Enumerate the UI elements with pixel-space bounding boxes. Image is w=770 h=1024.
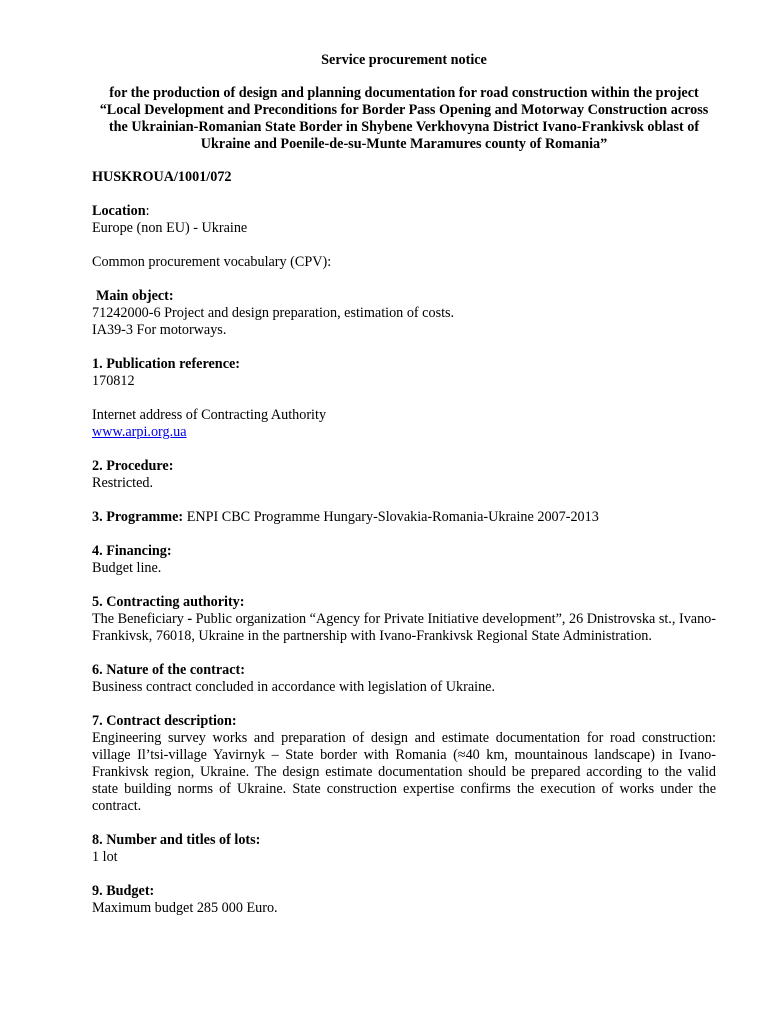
publication-value: 170812 bbox=[92, 373, 135, 389]
contracting-authority-text bbox=[92, 611, 716, 645]
contracting-authority-section bbox=[92, 594, 716, 645]
lots-value: 1 lot bbox=[92, 849, 118, 865]
location-section bbox=[92, 203, 716, 237]
programme-value: ENPI CBC Programme Hungary-Slovakia-Romania-Ukraine 2007-2013 bbox=[183, 509, 599, 525]
description-section bbox=[92, 713, 716, 815]
notice-subtitle bbox=[92, 85, 716, 153]
main-object-section bbox=[92, 288, 716, 339]
contracting-authority-label: 5. Contracting authority: bbox=[92, 594, 245, 610]
description-value: Engineering survey works and preparation of design and estimate documentation for road construction: village Il’tsi-village Yavirnyk – State border with Romania (≈40 km, mountainous landscape) in Ivano-Frankivsk region, Ukraine. The design estimate documentation should be prepared according to the valid state building norms of Ukraine. State construction expertise confirms the execution of works under the contract. bbox=[92, 730, 716, 814]
main-object-label: Main object: bbox=[96, 288, 174, 304]
contracting-authority-value: Public organization “Agency for Private Initiative development”, 26 Dnistrovska st., Ivano-Frankivsk, 76018, Ukraine in the partnership with Ivano-Frankivsk Regional State Administration. bbox=[92, 611, 716, 644]
lots-section bbox=[92, 832, 716, 866]
internet-section bbox=[92, 407, 716, 441]
subtitle-line-1: for the production of design and planning documentation for road construction within the project bbox=[109, 85, 699, 101]
programme-section bbox=[92, 509, 716, 526]
procedure-section bbox=[92, 458, 716, 492]
page-title: Service procurement notice bbox=[321, 52, 487, 68]
financing-section bbox=[92, 543, 716, 577]
procedure-label: 2. Procedure: bbox=[92, 458, 174, 474]
internet-label: Internet address of Contracting Authority bbox=[92, 407, 327, 423]
contracting-authority-link[interactable]: www.arpi.org.ua bbox=[92, 424, 187, 440]
cpv-label: Common procurement vocabulary (CPV): bbox=[92, 254, 332, 270]
reference-code: HUSKROUA/1001/072 bbox=[92, 169, 232, 185]
nature-value: Business contract concluded in accordance with legislation of Ukraine. bbox=[92, 679, 496, 695]
procedure-value: Restricted. bbox=[92, 475, 154, 491]
main-object-item: IA39-3 For motorways. bbox=[92, 322, 227, 338]
lots-label: 8. Number and titles of lots: bbox=[92, 832, 261, 848]
document-body bbox=[92, 52, 716, 934]
contracting-authority-prefix: The Beneficiary bbox=[92, 611, 188, 627]
publication-label: 1. Publication reference: bbox=[92, 356, 241, 372]
financing-value: Budget line. bbox=[92, 560, 162, 576]
budget-label: 9. Budget: bbox=[92, 883, 155, 899]
location-value: Europe (non EU) - Ukraine bbox=[92, 220, 248, 236]
publication-section bbox=[92, 356, 716, 390]
programme-label: 3. Programme: bbox=[92, 509, 184, 525]
nature-label: 6. Nature of the contract: bbox=[92, 662, 245, 678]
main-object-item: 71242000-6 Project and design preparation, estimation of costs. bbox=[92, 305, 455, 321]
budget-section bbox=[92, 883, 716, 917]
nature-section bbox=[92, 662, 716, 696]
financing-label: 4. Financing: bbox=[92, 543, 172, 559]
contracting-authority-dash: - bbox=[187, 611, 193, 627]
budget-value: Maximum budget 285 000 Euro. bbox=[92, 900, 278, 916]
subtitle-line-2: “Local Development and Preconditions for Border Pass Opening and Motorway Construction across the Ukrainian-Romanian State Border in Shybene Verkhovyna District Ivano-Frankivsk oblast of Ukraine and Poenile-de-su-Munte Maramures county of Romania” bbox=[99, 102, 709, 152]
location-colon: : bbox=[145, 203, 150, 219]
location-label: Location bbox=[92, 203, 146, 219]
description-label: 7. Contract description: bbox=[92, 713, 237, 729]
